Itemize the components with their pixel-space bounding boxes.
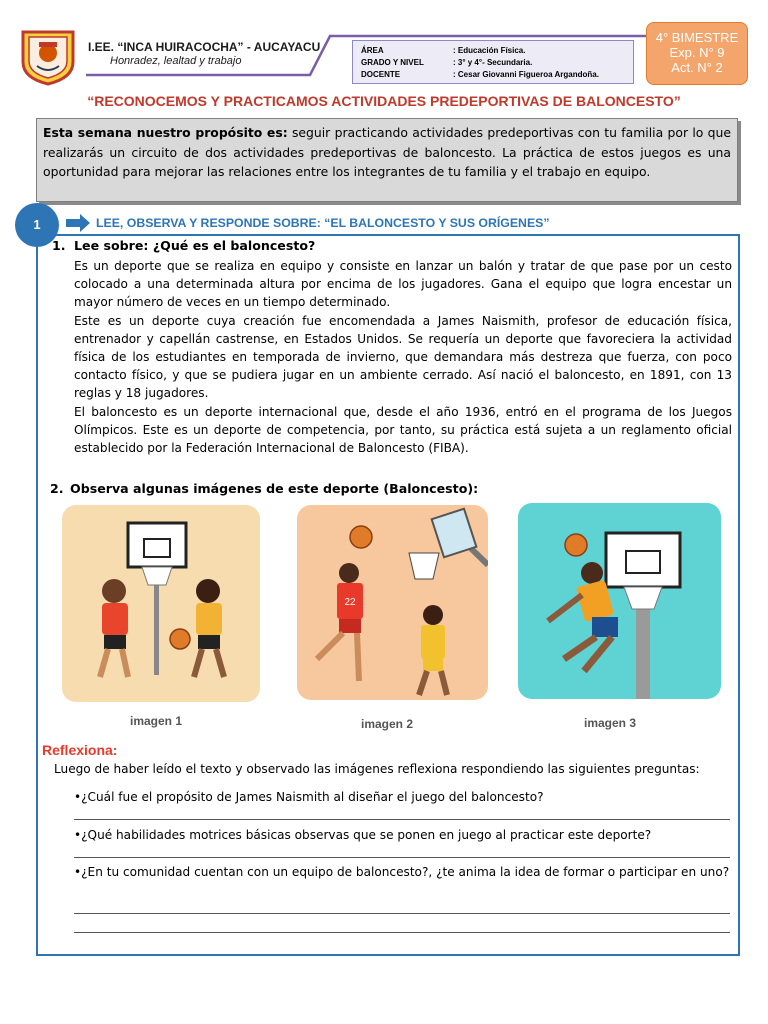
question-2-number: 2. [50, 481, 64, 496]
answer-line[interactable] [74, 932, 730, 933]
reading-paragraph: Es un deporte que se realiza en equipo y consiste en lanzar un balón y tratar de que pase por un cesto colocado a una determinada altura por encima de los jugadores. Gana el equipo que logra encestar un mayor número de veces en un tiempo determinado. [74, 259, 732, 310]
info-row-grado [361, 57, 625, 69]
answer-line[interactable] [74, 913, 730, 914]
experiencia-label: Exp. N° 9 [669, 45, 725, 60]
image-3-caption: imagen 3 [584, 716, 637, 730]
image-2-caption: imagen 2 [361, 717, 414, 731]
basketball-image-3 [518, 503, 721, 699]
page-title: “RECONOCEMOS Y PRACTICAMOS ACTIVIDADES PREDEPORTIVAS DE BALONCESTO” [87, 93, 681, 109]
info-label: ÁREA [361, 46, 384, 55]
info-row-area [361, 45, 625, 57]
school-logo [19, 28, 77, 86]
purpose-text: seguir practicando actividades predeportivas con tu familia por lo que realizarás un circuito de dos actividades predeportivas de baloncesto. La práctica de estos juegos es una oportunidad para mejorar las relaciones entre los integrantes de tu familia y el trabajo en equipo. [43, 125, 731, 179]
reading-paragraph: Este es un deporte cuya creación fue encomendada a James Naismith, profesor de educación física, entrenador y capellán castrense, en Estados Unidos. Se requería un deporte que favoreciera la actividad física de los estudiantes en temporada de invierno, que demandara más destreza que fuerza, con poco contacto físico, y que se pudiera jugar en un ambiente cerrado. Así nació el baloncesto, en 1891, con 13 reglas y 18 jugadores. [74, 313, 732, 401]
bimestre-label: 4° BIMESTRE [655, 30, 739, 45]
info-value: : Cesar Giovanni Figueroa Argandoña. [453, 70, 599, 79]
actividad-label: Act. N° 2 [671, 60, 723, 75]
school-motto: Honradez, lealtad y trabajo [110, 55, 242, 67]
reflection-question-3: •¿En tu comunidad cuentan con un equipo de baloncesto?, ¿te anima la idea de formar o participar en uno? [74, 865, 730, 879]
info-value: : Educación Física. [453, 46, 526, 55]
info-label: DOCENTE [361, 70, 401, 79]
school-name: I.EE. “INCA HUIRACOCHA” - AUCAYACU [88, 40, 321, 54]
answer-line[interactable] [74, 857, 730, 858]
section-title: LEE, OBSERVA Y RESPONDE SOBRE: “EL BALONCESTO Y SUS ORÍGENES” [96, 216, 550, 230]
basketball-image-2 [297, 505, 488, 700]
reflexiona-intro: Luego de haber leído el texto y observado las imágenes reflexiona respondiendo las siguientes preguntas: [54, 762, 700, 776]
info-label: GRADO Y NIVEL [361, 58, 424, 67]
bimestre-badge [646, 22, 748, 85]
reflection-question-2: •¿Qué habilidades motrices básicas observas que se ponen en juego al practicar este deporte? [74, 828, 652, 842]
question-2-heading: Observa algunas imágenes de este deporte (Baloncesto): [70, 481, 479, 496]
jersey-number: 22 [344, 597, 356, 608]
reflexiona-heading: Reflexiona: [42, 742, 118, 758]
purpose-box [36, 118, 738, 202]
question-1-number: 1. [52, 238, 66, 253]
arrow-right-icon [66, 214, 90, 232]
question-1-heading: Lee sobre: ¿Qué es el baloncesto? [74, 238, 316, 253]
info-value: : 3° y 4°- Secundaria. [453, 58, 533, 67]
reflection-question-1: •¿Cuál fue el propósito de James Naismith al diseñar el juego del baloncesto? [74, 790, 544, 804]
course-info-box [352, 40, 634, 84]
purpose-lead: Esta semana nuestro propósito es: [43, 125, 288, 140]
basketball-image-1 [62, 505, 260, 702]
info-row-docente [361, 69, 625, 81]
reading-text [74, 257, 732, 457]
section-number-badge: 1 [15, 203, 59, 247]
reading-paragraph: El baloncesto es un deporte internacional que, desde el año 1936, entró en el programa de los Juegos Olímpicos. Este es un deporte de competencia, por tanto, su práctica está sujeta a un reglamento oficial establecido por la Federación Internacional de Baloncesto (FIBA). [74, 404, 732, 456]
answer-line[interactable] [74, 819, 730, 820]
image-1-caption: imagen 1 [130, 714, 183, 728]
